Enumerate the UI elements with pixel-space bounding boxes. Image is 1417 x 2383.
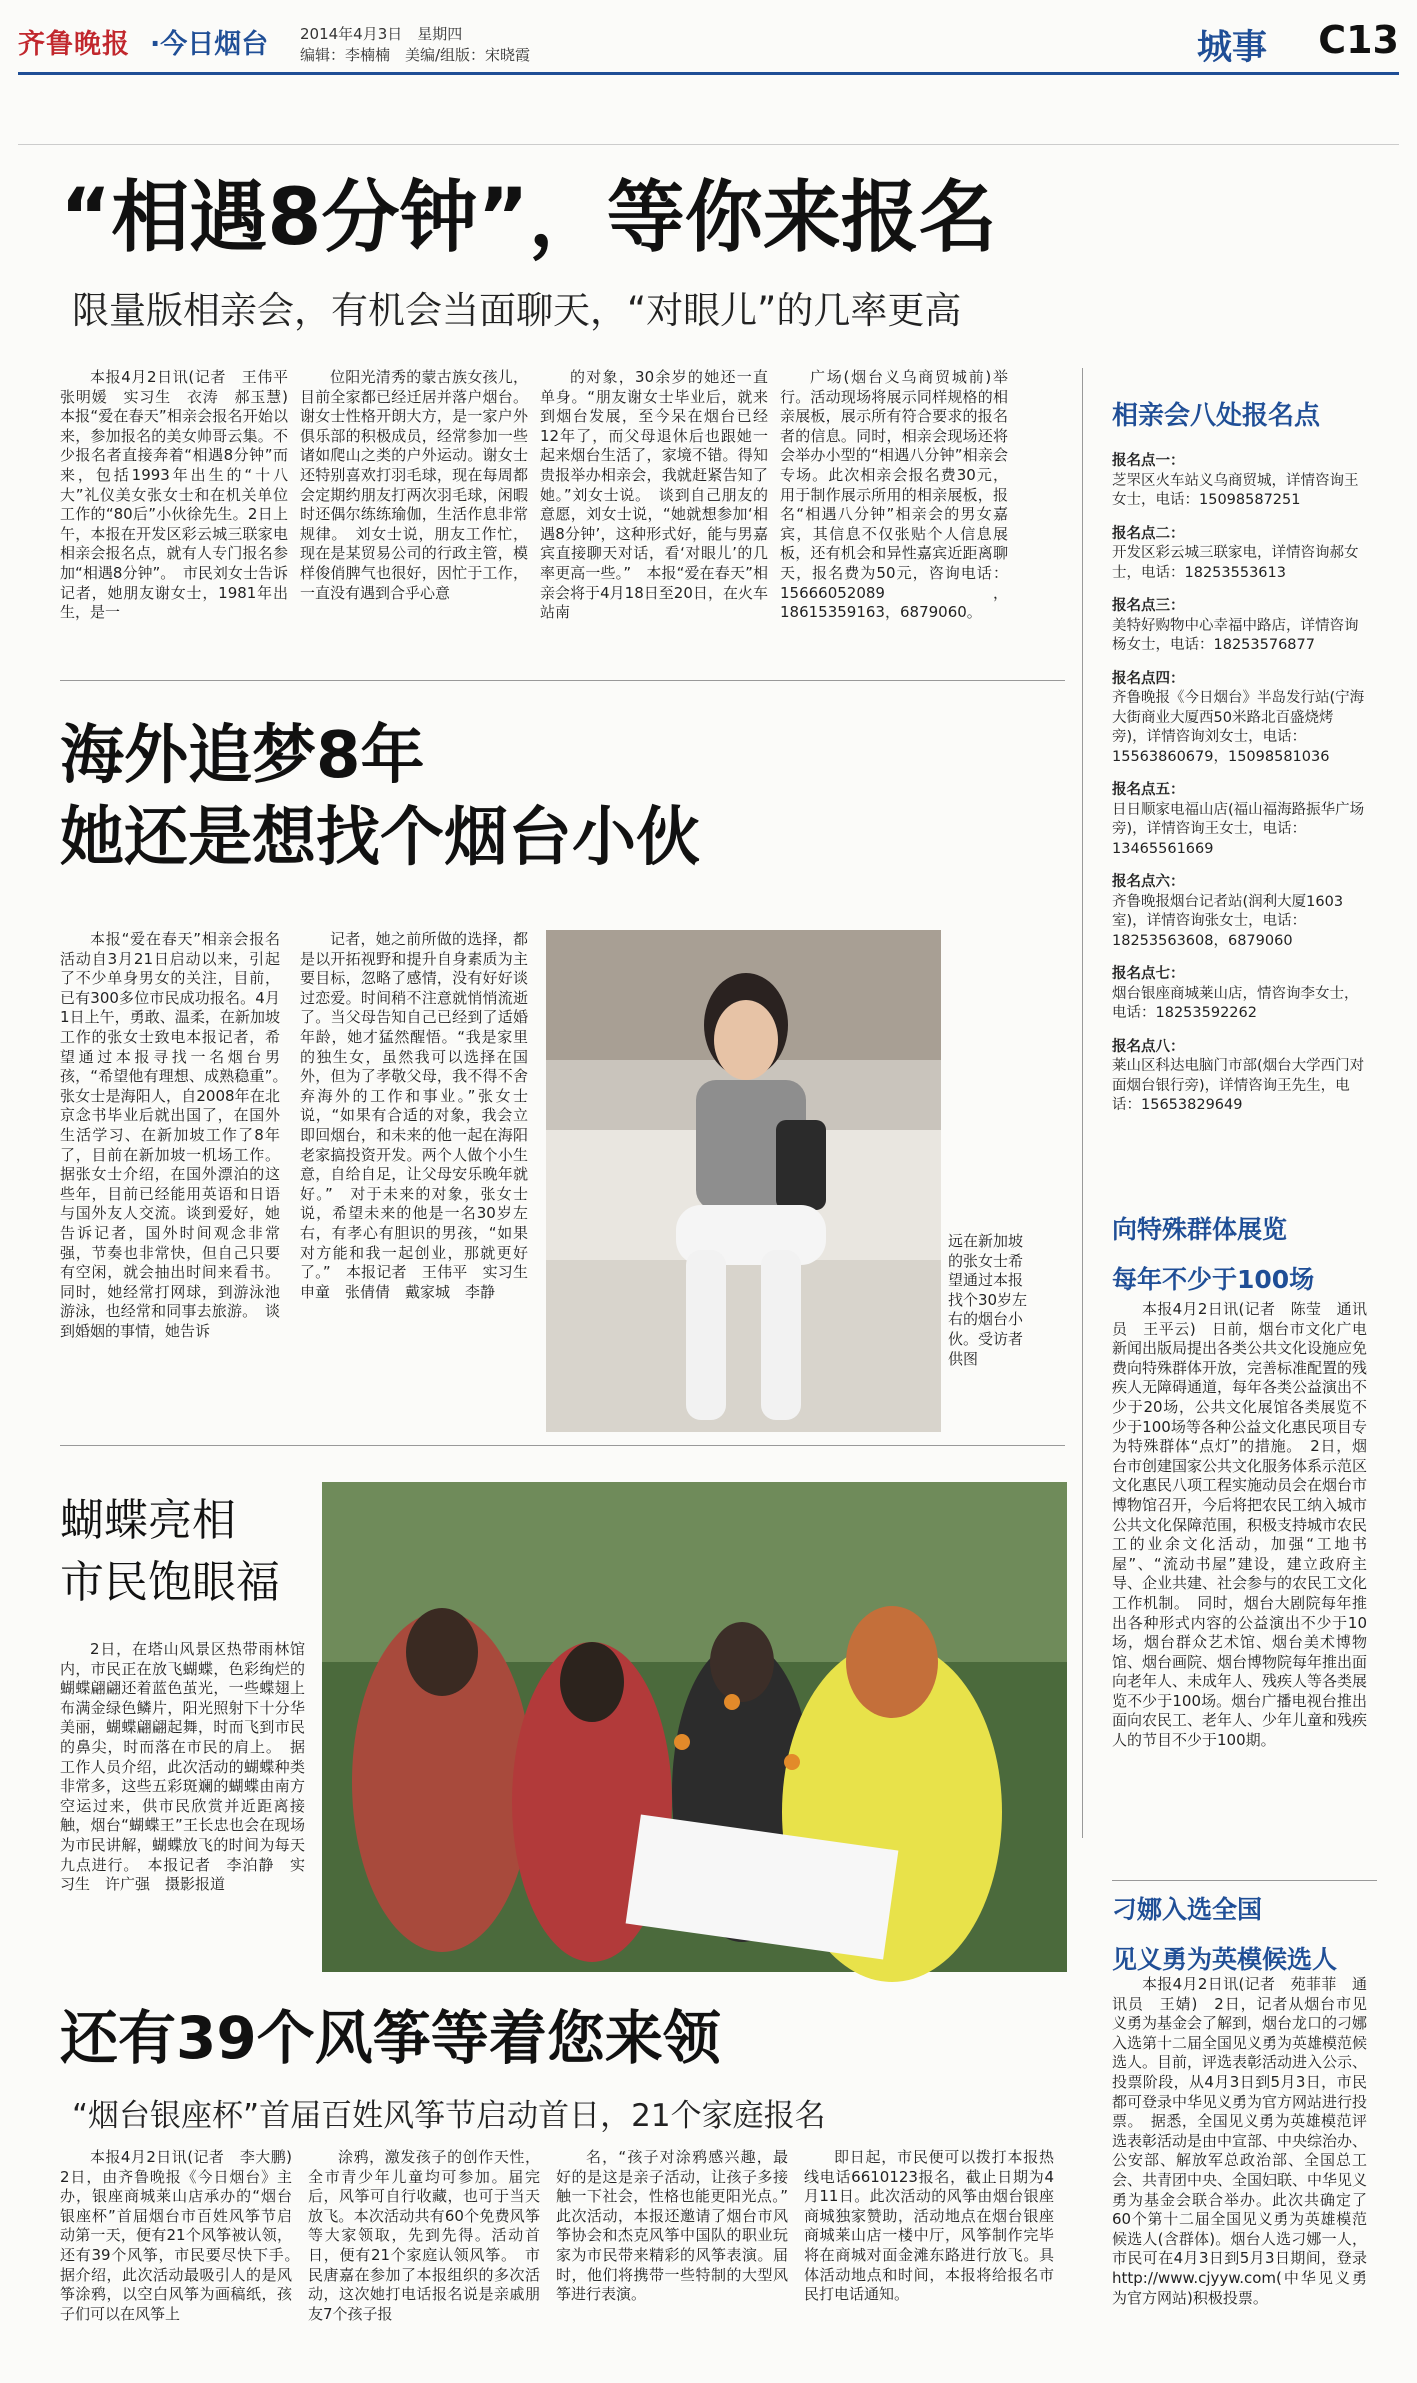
story4-col2 bbox=[308, 2148, 540, 2373]
section-name: 城事 bbox=[1196, 28, 1267, 68]
signup-point-6 bbox=[1112, 873, 1367, 951]
signup-point-name: 报名点五： bbox=[1112, 782, 1185, 798]
masthead-blank-band bbox=[18, 78, 1399, 145]
story2-col1-text: 本报“爱在春天”相亲会报名活动自3月21日启动以来，引起了不少单身男女的关注，目前，已有300多位市民成功报名。4月1日上午，勇敢、温柔，在新加坡工作的张女士致电本报记者，希望通过本报寻找一名烟台男孩，“希望他有理想、成熟稳重”。 张女士是海阳人，自2008年在北京念书毕业后就出国了，在国外生活学习、在新加坡工作了8年了，目前在新加坡一机场工作。据张女士介绍，在国外漂泊的这些年，目前已经能用英语和日语与国外友人交流。谈到爱好，她告诉记者，国外时间观念非常强，节奏也非常快，但自己只要有空闲，就会抽出时间来看书。同时，她经常打网球，到游泳池游泳，也经常和同事去旅游。 谈到婚姻的事情，她告诉 bbox=[60, 930, 296, 1340]
butterfly-photo-illustration bbox=[322, 1482, 1067, 1972]
sidebar2-body bbox=[1112, 1300, 1367, 1875]
sidebar3-body bbox=[1112, 1975, 1367, 2365]
sidebar3-body-text: 本报4月2日讯(记者 苑菲菲 通讯员 王婧) 2日，记者从烟台市见义勇为基金会了解到，烟台龙口的刁娜入选第十二届全国见义勇为英雄模范候选人。目前，评选表彰活动进入公示、投票阶段，从4月3日到5月3日，市民都可登录中华见义勇为官方网站进行投票。 据悉，全国见义勇为英雄模范评选表彰活动是由中宣部、中央综治办、公安部、解放军总政治部、全国总工会、共青团中央、全国妇联、中华见义勇为基金会联合举办。此次共确定了60个第十二届全国见义勇为英雄模范候选人(含群体)。烟台人选刁娜一人，市民可在4月3日到5月3日期间，登录 http://www.cjyyw.com(中华见义勇为官方网站)积极投票。 bbox=[1112, 1975, 1368, 2307]
signup-point-name: 报名点七： bbox=[1112, 966, 1185, 982]
newspaper-logo: 齐鲁晚报 bbox=[18, 29, 130, 60]
sidebar2-headline-line1: 向特殊群体展览 bbox=[1112, 1215, 1288, 1244]
story3-headline-line2: 市民饱眼福 bbox=[60, 1557, 280, 1608]
story4-headline: 还有39个风筝等着您来领 bbox=[60, 2004, 721, 2072]
butterfly-release-photo bbox=[322, 1482, 1067, 1972]
signup-point-detail: 开发区彩云城三联家电，详情咨询郝女士，电话：18253553613 bbox=[1112, 545, 1359, 581]
signup-point-2 bbox=[1112, 525, 1367, 584]
sidebar2-headline-line2: 每年不少于100场 bbox=[1112, 1265, 1315, 1294]
divider bbox=[1112, 1880, 1377, 1881]
story4-col3 bbox=[556, 2148, 804, 2373]
story3-headline-line1: 蝴蝶亮相 bbox=[60, 1495, 236, 1546]
sidebar3 bbox=[1112, 1890, 1377, 1976]
signup-point-detail: 烟台银座商城莱山店，情咨询李女士，电话：18253592262 bbox=[1112, 985, 1359, 1021]
issue-date: 2014年4月3日 星期四 bbox=[300, 25, 463, 43]
story4-col2-text: 涂鸦，激发孩子的创作天性，全市青少年儿童均可参加。届完后，风筝可自行收藏，也可于当天放飞。本次活动共有60个免费风筝等大家领取，先到先得。活动首日，便有21个家庭认领风筝。 市民唐嘉在参加了本报组织的多次活动，这次她打电话报名说是亲戚朋友7个孩子报 bbox=[308, 2148, 540, 2323]
story2-headline-line2: 她还是想找个烟台小伙 bbox=[60, 801, 700, 875]
story1-subhead: 限量版相亲会，有机会当面聊天，“对眼儿”的几率更高 bbox=[72, 289, 962, 332]
sidebar3-headline-line1: 刁娜入选全国 bbox=[1112, 1895, 1263, 1924]
signup-point-name: 报名点八： bbox=[1112, 1038, 1185, 1055]
signup-point-5 bbox=[1112, 781, 1367, 859]
story4-col1 bbox=[60, 2148, 308, 2373]
signup-point-detail: 日日顺家电福山店(福山福海路振华广场旁)，详情咨询王女士，电话：13465561669 bbox=[1112, 801, 1365, 857]
story2-photo-caption: 远在新加坡的张女士希望通过本报找个30岁左右的烟台小伙。受访者供图 bbox=[948, 1232, 1028, 1368]
story4-col3-text: 名，“孩子对涂鸦感兴趣，最好的是这是亲子活动，让孩子多接触一下社会，性格也能更阳光点。” 此次活动，本报还邀请了烟台市风筝协会和杰克风筝中国队的职业玩家为市民带来精彩的风筝表演。届时，他们将携带一些特制的大型风筝进行表演。 bbox=[556, 2148, 804, 2304]
story4-col4-text: 即日起，市民便可以拨打本报热线电话6610123报名，截止日期为4月11日。此次活动的风筝由烟台银座商城独家赞助，活动地点在烟台银座商城莱山店一楼中厅，风筝制作完毕将在商城对面金滩东路进行放飞。具体活动地点和时间，本报将给报名市民打电话通知。 bbox=[804, 2148, 1054, 2304]
signup-point-detail: 齐鲁晚报《今日烟台》半岛发行站(宁海大街商业大厦西50米路北百盛烧烤旁)，详情咨询刘女士，电话：15563860679，15098581036 bbox=[1112, 690, 1365, 765]
story1-col2-text: 位阳光清秀的蒙古族女孩儿，目前全家都已经迁居并落户烟台。谢女士性格开朗大方，是一家户外俱乐部的积极成员，经常参加一些诸如爬山之类的户外运动。谢女士还特别喜欢打羽毛球，现在每周都会定期约朋友打两次羽毛球，闲暇时还偶尔练练瑜伽，生活作息非常规律。 刘女士说，朋友工作忙，现在是某贸易公司的行政主管，模样俊俏脾气也很好，因忙于工作，一直没有遇到合乎心意 bbox=[300, 368, 528, 602]
story4-col1-text: 本报4月2日讯(记者 李大鹏) 2日，由齐鲁晚报《今日烟台》主办，银座商城莱山店承办的“烟台银座杯”首届烟台市百姓风筝节启动第一天，便有21个风筝被认领，还有39个风筝，市民要尽快下手。 据介绍，此次活动最吸引人的是风筝涂鸦，以空白风筝为画稿纸，孩子们可以在风筝上 bbox=[60, 2148, 308, 2323]
signup-point-name: 报名点四： bbox=[1112, 670, 1185, 687]
sidebar1-list bbox=[1112, 452, 1367, 1130]
page-number: C13 bbox=[1318, 18, 1399, 62]
story1-col4 bbox=[780, 368, 1008, 658]
masthead-meta bbox=[300, 24, 530, 66]
story1-col2 bbox=[300, 368, 528, 658]
signup-point-detail: 芝罘区火车站义乌商贸城，详情咨询王女士，电话：15098587251 bbox=[1112, 472, 1359, 508]
sidebar2 bbox=[1112, 1210, 1377, 1296]
story2-col2 bbox=[300, 930, 544, 1430]
story4-subhead: “烟台银座杯”首届百姓风筝节启动首日，21个家庭报名 bbox=[72, 2098, 826, 2134]
signup-point-4 bbox=[1112, 670, 1367, 768]
sidebar1-title: 相亲会八处报名点 bbox=[1112, 401, 1321, 431]
masthead-rule bbox=[18, 72, 1399, 75]
woman-photo-illustration bbox=[546, 930, 941, 1432]
signup-point-3 bbox=[1112, 597, 1367, 656]
story2-headline-line1: 海外追梦8年 bbox=[60, 719, 425, 793]
story3-body bbox=[60, 1640, 305, 1930]
column-divider bbox=[1082, 368, 1083, 1838]
signup-point-detail: 齐鲁晚报烟台记者站(润利大厦1603室)，详情咨询张女士，电话：18253563608，6879060 bbox=[1112, 893, 1344, 949]
story1-col1-text: 本报4月2日讯(记者 王伟平 张明媛 实习生 衣涛 郝玉慧) 本报“爱在春天”相亲会报名开始以来，参加报名的美女帅哥云集。不少报名者直接奔着“相遇8分钟”而来，包括1993年出生的“十八大”礼仪美女张女士和在机关单位工作的“80后”小伙徐先生。2日上午，本报在开发区彩云城三联家电相亲会报名点，就有人专门报名参加“相遇8分钟”。 市民刘女士告诉记者，她朋友谢女士，1981年出生，是一 bbox=[60, 368, 304, 622]
story2-col2-text: 记者，她之前所做的选择，都是以开拓视野和提升自身素质为主要目标，忽略了感情，没有好好谈过恋爱。时间稍不注意就悄悄流逝了。当父母告知自己已经到了适婚年龄，她才猛然醒悟。“我是家里的独生女，虽然我可以选择在国外，但为了孝敬父母，我不得不舍弃海外的工作和事业。”张女士说，“如果有合适的对象，我会立即回烟台，和未来的他一起在海阳老家搞投资开发。两个人做个小生意，自给自足，让父母安乐晚年就好。” 对于未来的对象，张女士说，希望未来的他是一名30岁左右，有孝心有胆识的男孩，“如果对方能和我一起创业，那就更好了。” 本报记者 王伟平 实习生 申童 张倩倩 戴家城 李静 bbox=[300, 930, 544, 1301]
signup-point-name: 报名点三： bbox=[1112, 598, 1185, 614]
story4-col4 bbox=[804, 2148, 1054, 2373]
divider bbox=[60, 1445, 1065, 1446]
signup-point-name: 报名点二： bbox=[1112, 525, 1185, 542]
signup-point-8 bbox=[1112, 1038, 1367, 1116]
woman-sitting-photo bbox=[546, 930, 941, 1432]
story2-col1 bbox=[60, 930, 296, 1430]
signup-point-name: 报名点六： bbox=[1112, 874, 1185, 890]
section-tag: ·今日烟台 bbox=[150, 29, 269, 60]
story1-col3 bbox=[540, 368, 768, 658]
sidebar2-body-text: 本报4月2日讯(记者 陈莹 通讯员 王平云) 日前，烟台市文化广电新闻出版局提出各类公共文化设施应免费向特殊群体开放，完善标准配置的残疾人无障碍通道，每年各类公益演出不少于20场，公共文化展馆各类展览不少于100场等各种公益文化惠民项目专为特殊群体“点灯”的措施。 2日，烟台市创建国家公共文化服务体系示范区文化惠民八项工程实施动员会在烟台市博物馆召开，今后将把农民工纳入城市公共文化保障范围，积极支持城市农民工的业余文化活动，加强“工地书屋”、“流动书屋”建设，建立政府主导、企业共建、社会参与的农民工文化工作机制。 同时，烟台大剧院每年推出各种形式内容的公益演出不少于10场，烟台群众艺术馆、烟台美术博物馆、烟台画院、烟台博物院每年推出面向老年人、未成年人、残疾人等各类展览不少于100场。烟台广播电视台推出面向农民工、老年人、少年儿童和残疾人的节目不少于100期。 bbox=[1112, 1300, 1368, 1750]
story1-headline: “相遇8分钟”，等你来报名 bbox=[60, 173, 997, 263]
divider bbox=[60, 680, 1065, 681]
signup-point-7 bbox=[1112, 965, 1367, 1024]
story2-headline bbox=[60, 715, 700, 879]
signup-point-detail: 莱山区科达电脑门市部(烟台大学西门对面烟台银行旁)，详情咨询王先生，电话：15653829649 bbox=[1112, 1058, 1365, 1113]
signup-point-detail: 美特好购物中心幸福中路店，详情咨询杨女士，电话：18253576877 bbox=[1112, 617, 1359, 653]
sidebar3-headline-line2: 见义勇为英模候选人 bbox=[1112, 1945, 1338, 1974]
story1-col1 bbox=[60, 368, 304, 658]
signup-point-1 bbox=[1112, 452, 1367, 511]
story3-headline bbox=[60, 1490, 280, 1614]
story1-col3-text: 的对象，30余岁的她还一直单身。“朋友谢女士毕业后，就来到烟台发展，至今呆在烟台已经12年了，而父母退休后也跟她一起来烟台生活了，家境不错。得知贵报举办相亲会，我就赶紧告知了她。”刘女士说。 谈到自己朋友的意愿，刘女士说，“她就想参加‘相遇8分钟’，这种形式好，能与男嘉宾直接聊天对话，看‘对眼儿’的几率更高一些。” 本报“爱在春天”相亲会将于4月18日至20日，在火车站南 bbox=[540, 368, 768, 622]
story1-col4-text: 广场(烟台义乌商贸城前)举行。活动现场将展示同样规格的相亲展板，展示所有符合要求的报名者的信息。同时，相亲会现场还将会举办小型的“相遇八分钟”相亲会专场。此次相亲会报名费30元，用于制作展示所用的相亲展板，报名“相遇八分钟”相亲会的男女嘉宾，其信息不仅张贴个人信息展板，还有机会和异性嘉宾近距离聊天，报名费为50元，咨询电话：15666052089，18615359163，6879060。 bbox=[780, 368, 1008, 622]
signup-point-name: 报名点一： bbox=[1112, 453, 1185, 469]
story3-body-text: 2日，在塔山风景区热带雨林馆内，市民正在放飞蝴蝶，色彩绚烂的蝴蝶翩翩还着蓝色茧光，一些蝶翅上布满金绿色鳞片，阳光照射下十分华美丽，蝴蝶翩翩起舞，时而飞到市民的鼻尖，时而落在市民的肩上。 据工作人员介绍，此次活动的蝴蝶种类非常多，这些五彩斑斓的蝴蝶由南方空运过来，供市民欣赏并近距离接触，烟台“蝴蝶王”王长忠也会在现场为市民讲解，蝴蝶放飞的时间为每天九点进行。 本报记者 李泊静 实习生 许广强 摄影报道 bbox=[60, 1640, 305, 1894]
editor-credits: 编辑：李楠楠 美编/组版：宋晓霞 bbox=[300, 46, 531, 64]
